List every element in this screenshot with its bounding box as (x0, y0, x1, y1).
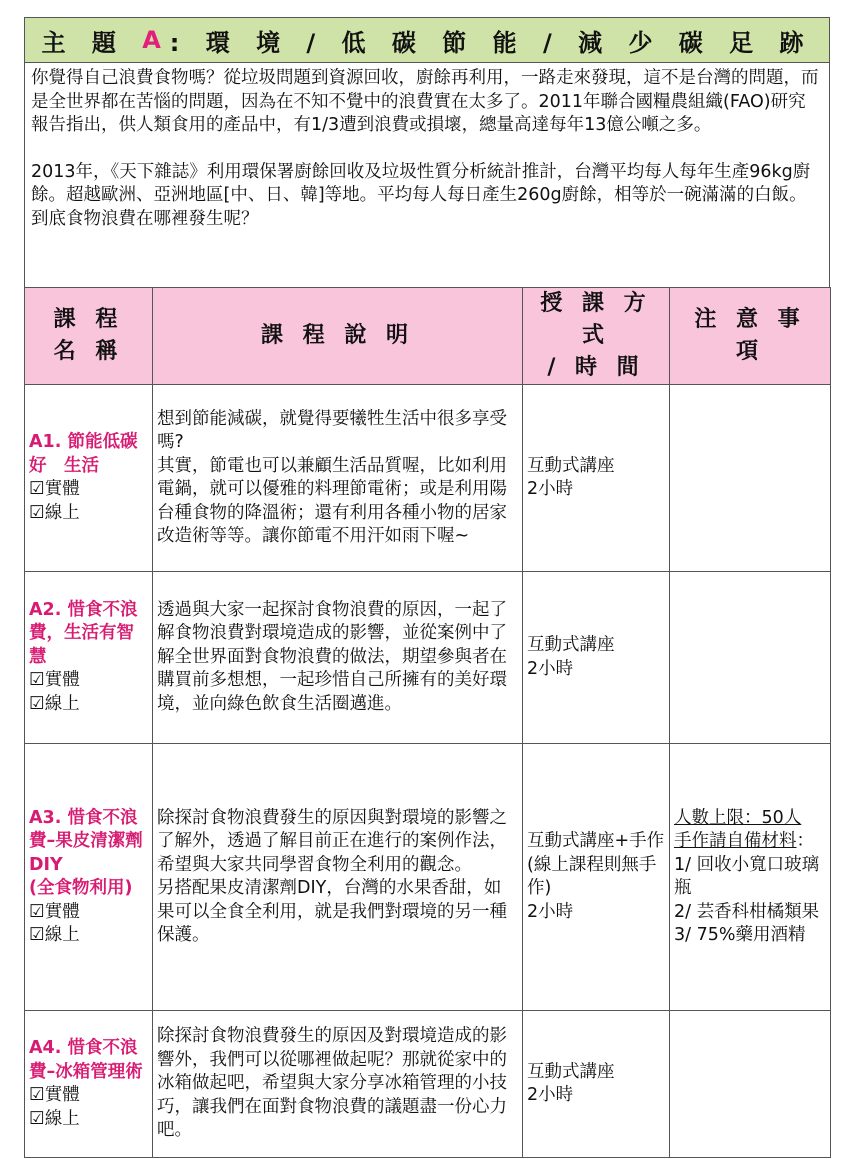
note-material-items: 1/ 回收小寬口玻璃瓶 2/ 芸香科柑橘類果 3/ 75%藥用酒精 (674, 854, 820, 945)
header-course-name (25, 288, 153, 385)
page (24, 17, 830, 1158)
title-letter: A (142, 26, 170, 54)
title-rest: : 環 境 / 低 碳 節 能 / 減 少 碳 足 跡 (169, 28, 813, 57)
course-title: A3. 惜食不浪費–果皮清潔劑DIY (全食物利用) (29, 807, 143, 898)
course-table (24, 287, 831, 1158)
header-method (523, 288, 670, 385)
option-online: ☑線上 (29, 925, 80, 945)
course-name-cell (25, 572, 153, 744)
option-physical: ☑實體 (29, 1085, 80, 1105)
course-name-cell (25, 744, 153, 1011)
page-title (24, 17, 830, 63)
option-physical: ☑實體 (29, 670, 80, 691)
course-desc-cell: 除探討食物浪費發生的原因及對環境造成的影響外，我們可以從哪裡做起呢？那就從家中的冰箱做起吧，希望與大家分享冰箱管理的小技巧，讓我們在面對食物浪費的議題盡一份心力吧。 (153, 1011, 523, 1158)
course-notes-cell (670, 572, 831, 744)
header-notes: 注 意 事 項 (670, 288, 831, 385)
course-notes-cell (670, 385, 831, 572)
option-online: ☑線上 (29, 693, 80, 714)
course-title: A1. 節能低碳好 生活 (29, 432, 138, 476)
option-physical: ☑實體 (29, 901, 80, 922)
table-row (25, 385, 831, 572)
header-method-line2: / 時 間 (547, 355, 645, 380)
table-row (25, 572, 831, 744)
course-desc-cell: 透過與大家一起探討食物浪費的原因，一起了解食物浪費對環境造成的影響，並從案例中了解全世界面對食物浪費的做法，期望參與者在購買前多想想，一起珍惜自己所擁有的美好環境，並向綠色飲食生活圈邁進。 (153, 572, 523, 744)
table-row (25, 1011, 831, 1158)
header-course-name-line1: 課 程 (53, 307, 124, 332)
course-method-cell: 互動式講座 2小時 (523, 385, 670, 572)
course-name-cell (25, 385, 153, 572)
course-name-cell (25, 1011, 153, 1158)
intro-paragraph-1: 你覺得自己浪費食物嗎？從垃圾問題到資源回收，廚餘再利用，一路走來發現，這不是台灣的問題，而是全世界都在苦惱的問題，因為在不知不覺中的浪費實在太多了。2011年聯合國糧農組織(FAO)研究報告指出，供人類食用的產品中，有1/3遭到浪費或損壞，總量高達每年13億公噸之多。 (31, 68, 819, 135)
header-method-line1: 授 課 方 式 (540, 291, 652, 348)
option-physical: ☑實體 (29, 479, 80, 499)
intro-paragraph-2: 2013年，《天下雜誌》利用環保署廚餘回收及垃圾性質分析統計推計，台灣平均每人每年生產96kg廚餘。超越歐洲、亞洲地區[中、日、韓]等地。平均每人每日產生260g廚餘，相等於一碗滿滿的白飯。到底食物浪費在哪裡發生呢？ (31, 161, 811, 229)
note-materials-label: 手作請自備材料 (674, 831, 797, 851)
header-course-desc: 課 程 說 明 (153, 288, 523, 385)
option-online: ☑線上 (29, 502, 80, 523)
course-notes-cell (670, 744, 831, 1011)
course-desc-cell: 想到節能減碳，就覺得要犧牲生活中很多享受嗎? 其實，節電也可以兼顧生活品質喔，比如利用電鍋，就可以優雅的料理節電術；或是利用陽台種食物的降溫術；還有利用各種小物的居家改造術等等。讓你節電不用汗如雨下喔~ (153, 385, 523, 572)
note-materials-line (674, 830, 826, 854)
course-desc-cell: 除探討食物浪費發生的原因與對環境的影響之了解外，透過了解目前正在進行的案例作法，希望與大家共同學習食物全利用的觀念。 另搭配果皮清潔劑DIY，台灣的水果香甜，如果可以全食全利用，就是我們對環境的另一種保護。 (153, 744, 523, 1011)
option-online: ☑線上 (29, 1108, 80, 1129)
table-header-row (25, 288, 831, 385)
course-title: A4. 惜食不浪費–冰箱管理術 (29, 1038, 143, 1082)
table-row (25, 744, 831, 1011)
course-notes-cell (670, 1011, 831, 1158)
course-method-cell: 互動式講座 2小時 (523, 572, 670, 744)
intro-section (24, 63, 830, 287)
header-course-name-line2: 名 稱 (53, 339, 124, 364)
course-method-cell: 互動式講座+手作 (線上課程則無手作) 2小時 (523, 744, 670, 1011)
note-participant-limit: 人數上限：50人 (674, 807, 802, 828)
note-colon: ： (796, 831, 814, 851)
course-title: A2. 惜食不浪費，生活有智慧 (29, 599, 138, 667)
title-prefix: 主 題 (41, 28, 143, 57)
course-method-cell: 互動式講座 2小時 (523, 1011, 670, 1158)
